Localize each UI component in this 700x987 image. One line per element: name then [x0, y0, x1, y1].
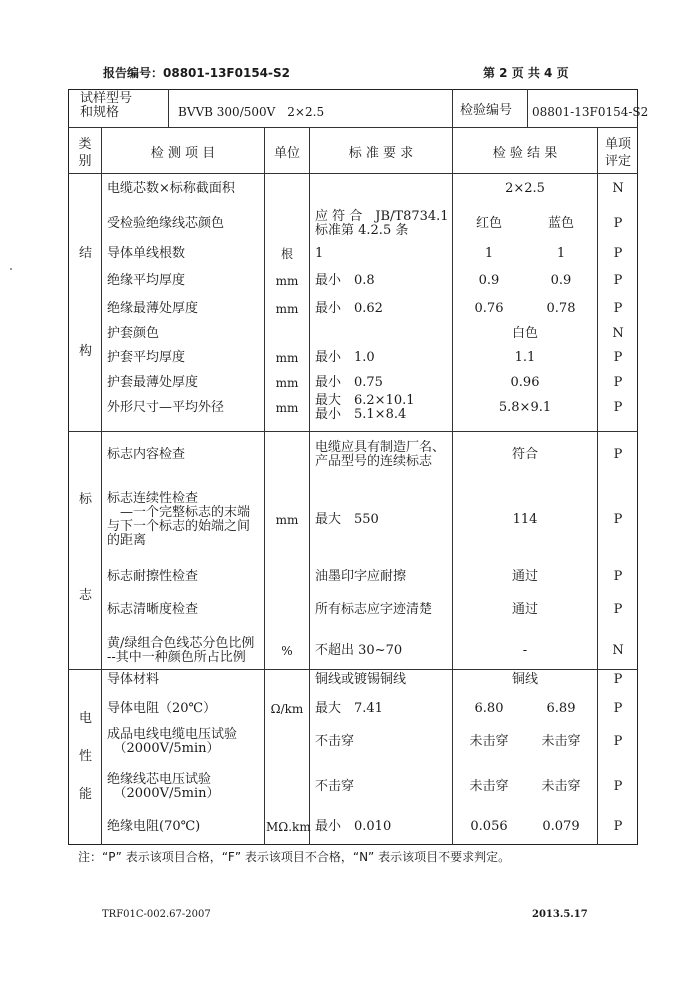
- row-item-line: --其中一种颜色所占比例: [107, 650, 246, 665]
- group-structure-char2: 构: [79, 344, 93, 359]
- row-unit-line: 根: [280, 247, 293, 261]
- row-item: [107, 247, 185, 261]
- row-standard: [315, 376, 383, 390]
- row-item-line: 成品电线电缆电压试验: [107, 727, 238, 742]
- row-judgement: P: [613, 512, 623, 527]
- row-judgement: N: [612, 643, 624, 658]
- group-marking-char2: 志: [79, 588, 93, 603]
- row-item-line: 标志耐擦性检查: [107, 569, 199, 584]
- row-standard-line: 最小 0.75: [315, 375, 383, 390]
- row-judgement: P: [613, 569, 623, 584]
- col-standard: 标 准 要 求: [348, 146, 414, 161]
- row-item: [107, 351, 185, 365]
- table-column-rule: [309, 127, 310, 845]
- row-item-line: 与下一个标志的始端之间: [107, 519, 251, 534]
- row-item-line: 护套最薄处厚度: [107, 375, 199, 390]
- row-item-line: 绝缘线芯电压试验: [107, 772, 212, 787]
- row-item-line: 护套颜色: [107, 326, 160, 341]
- row-judgement: P: [613, 447, 623, 462]
- row-item: [107, 637, 254, 665]
- row-item: [107, 492, 250, 548]
- row-judgement: N: [612, 181, 624, 196]
- row-unit-line: MΩ.km: [266, 820, 311, 834]
- row-unit-line: mm: [275, 302, 299, 316]
- group-electrical-char3: 能: [79, 787, 93, 802]
- row-unit: [266, 351, 308, 365]
- row-item: [107, 401, 224, 415]
- table-column-rule: [264, 127, 265, 845]
- row-item: [107, 603, 198, 617]
- row-judgement: P: [613, 819, 623, 834]
- row-item-line: 黄/绿组合色线芯分色比例: [107, 636, 255, 651]
- row-item: [107, 274, 185, 288]
- row-standard-line: 不击穿: [315, 734, 355, 749]
- row-standard-line: 1: [315, 246, 324, 261]
- row-result-left: 1: [484, 246, 494, 261]
- form-number: TRF01C-002.67-2007: [102, 909, 211, 920]
- row-unit: [266, 702, 308, 716]
- row-result-right: 未击穿: [541, 779, 581, 794]
- row-standard: [315, 702, 383, 716]
- row-item-line: 绝缘平均厚度: [107, 273, 186, 288]
- legend-note: 注：“P” 表示该项目合格，“F” 表示该项目不合格，“N” 表示该项目不要求判定。: [78, 850, 511, 864]
- sample-label: [80, 92, 132, 120]
- row-judgement: P: [613, 672, 623, 687]
- row-standard: [315, 351, 375, 365]
- col-judge-line2: 评定: [604, 154, 631, 169]
- row-judgement: P: [613, 246, 623, 261]
- row-unit: [266, 820, 311, 834]
- row-item: [107, 376, 198, 390]
- row-result-left: 0.76: [474, 301, 504, 316]
- row-unit: [266, 274, 308, 288]
- row-standard: [315, 735, 354, 749]
- row-result-right: 蓝色: [547, 216, 574, 231]
- row-item: [107, 820, 200, 834]
- row-result-right: 0.78: [546, 301, 576, 316]
- row-unit-line: Ω/km: [270, 702, 304, 716]
- row-result-left: 0.9: [478, 273, 500, 288]
- row-result-right: 6.89: [546, 701, 576, 716]
- col-judge-line1: 单项: [604, 137, 631, 152]
- row-item-line: 外形尺寸—平均外径: [107, 400, 225, 415]
- row-judgement: P: [613, 375, 623, 390]
- inspection-number-value: 08801-13F0154-S2: [532, 105, 649, 119]
- row-standard: [315, 644, 402, 658]
- row-unit: [266, 302, 308, 316]
- row-item: [107, 773, 219, 801]
- group-electrical-char1: 电: [79, 711, 93, 726]
- page-indicator: 第 2 页 共 4 页: [483, 66, 569, 80]
- row-item: [107, 448, 185, 462]
- row-result-left: 未击穿: [469, 734, 509, 749]
- report-date: 2013.5.17: [532, 909, 588, 920]
- row-item-line: 绝缘电阻(70℃): [107, 819, 201, 834]
- row-result: 通过: [511, 602, 538, 617]
- row-judgement: P: [613, 273, 623, 288]
- report-number: 报告编号：08801-13F0154-S2: [103, 66, 290, 80]
- row-item-line: 导体单线根数: [107, 246, 186, 261]
- row-unit-line: mm: [275, 513, 299, 527]
- col-category: [70, 136, 100, 170]
- row-standard-line: 最大 6.2×10.1: [315, 393, 415, 408]
- row-result: 114: [512, 512, 538, 527]
- row-standard: [315, 673, 406, 687]
- row-item-line: 标志清晰度检查: [107, 602, 199, 617]
- row-unit: [266, 513, 308, 527]
- row-judgement: P: [613, 701, 623, 716]
- table-rule: [68, 669, 638, 670]
- row-item: [107, 570, 198, 584]
- row-result: 1.1: [514, 350, 536, 365]
- row-unit: [266, 247, 308, 261]
- row-item-line: 标志内容检查: [107, 447, 186, 462]
- row-unit: [266, 376, 308, 390]
- col-result: 检 验 结 果: [492, 146, 558, 161]
- row-result: 符合: [511, 447, 538, 462]
- row-standard: [315, 441, 445, 469]
- table-rule: [68, 173, 638, 174]
- table-column-rule: [452, 89, 453, 127]
- row-standard: [315, 820, 391, 834]
- row-item: [107, 327, 159, 341]
- row-result-right: 1: [556, 246, 566, 261]
- row-item: [107, 702, 216, 716]
- row-standard-line: 不超出 30~70: [315, 643, 403, 658]
- row-standard-line: 产品型号的连续标志: [315, 454, 433, 469]
- row-judgement: P: [613, 350, 623, 365]
- row-standard-line: 最小 0.62: [315, 301, 383, 316]
- row-unit-line: mm: [275, 376, 299, 390]
- col-category-line1: 类: [78, 137, 92, 152]
- row-result-left: 未击穿: [469, 779, 509, 794]
- row-standard-line: 铜线或镀锡铜线: [315, 672, 407, 687]
- row-item-line: 导体电阻（20℃）: [107, 701, 217, 716]
- table-rule: [68, 127, 638, 128]
- scan-speck: [10, 268, 12, 270]
- row-standard-line: 不击穿: [315, 779, 355, 794]
- row-result: 通过: [511, 569, 538, 584]
- row-judgement: P: [613, 216, 623, 231]
- table-column-rule: [527, 89, 528, 127]
- row-result-left: 0.056: [470, 819, 508, 834]
- row-standard: [315, 570, 406, 584]
- row-standard-line: 最小 0.8: [315, 273, 375, 288]
- row-judgement: P: [613, 400, 623, 415]
- row-standard: [315, 394, 415, 422]
- row-result: 5.8×9.1: [498, 400, 552, 415]
- row-judgement: N: [612, 326, 624, 341]
- row-standard: [315, 780, 354, 794]
- row-item-line: 导体材料: [107, 672, 160, 687]
- col-category-line2: 别: [78, 154, 92, 169]
- row-judgement: P: [613, 301, 623, 316]
- row-item-line: 电缆芯数×标称截面积: [107, 181, 235, 196]
- row-result: 白色: [511, 326, 538, 341]
- table-column-rule: [168, 89, 169, 127]
- row-standard: [315, 210, 449, 238]
- row-unit-line: mm: [275, 274, 299, 288]
- col-judge: [598, 136, 638, 170]
- row-unit: [266, 401, 308, 415]
- row-item: [107, 302, 198, 316]
- row-standard-line: 油墨印字应耐擦: [315, 569, 407, 584]
- row-result: -: [522, 643, 528, 658]
- row-unit-line: mm: [275, 401, 299, 415]
- sample-model: BVVB 300/500V 2×2.5: [178, 105, 325, 119]
- row-standard: [315, 302, 383, 316]
- row-standard-line: 最小 5.1×8.4: [315, 407, 407, 422]
- row-item-line: 受检验绝缘线芯颜色: [107, 216, 225, 231]
- row-standard: [315, 513, 379, 527]
- row-item: [107, 728, 237, 756]
- row-item-line: （2000V/5min）: [107, 741, 220, 756]
- row-item-line: 护套平均厚度: [107, 350, 186, 365]
- group-marking-char1: 标: [79, 492, 93, 507]
- sample-label-line1: 试样型号: [80, 91, 133, 106]
- col-unit: 单位: [273, 146, 300, 161]
- sample-label-line2: 和规格: [80, 105, 120, 120]
- table-column-rule: [452, 127, 453, 845]
- row-judgement: P: [613, 779, 623, 794]
- row-result-left: 6.80: [474, 701, 504, 716]
- row-result-left: 红色: [475, 216, 502, 231]
- row-standard-line: 最小 1.0: [315, 350, 375, 365]
- row-unit-line: %: [281, 644, 293, 658]
- row-result: 0.96: [510, 375, 540, 390]
- row-item-line: 绝缘最薄处厚度: [107, 301, 199, 316]
- row-result: 铜线: [511, 672, 538, 687]
- row-standard: [315, 274, 375, 288]
- row-standard-line: 最大 550: [315, 512, 379, 527]
- col-item: 检 测 项 目: [150, 146, 216, 161]
- row-item-line: —一个完整标志的末端: [107, 505, 251, 520]
- row-item-line: （2000V/5min）: [107, 786, 220, 801]
- row-item: [107, 217, 224, 231]
- row-standard-line: 电缆应具有制造厂名、: [315, 440, 446, 455]
- row-item: [107, 673, 159, 687]
- row-result-right: 0.079: [542, 819, 580, 834]
- inspection-number-label: 检验编号: [460, 103, 513, 118]
- row-standard-line: 应 符 合 JB/T8734.1: [315, 209, 449, 224]
- row-result-right: 未击穿: [541, 734, 581, 749]
- row-judgement: P: [613, 734, 623, 749]
- group-electrical-char2: 性: [79, 749, 93, 764]
- row-standard: [315, 247, 323, 261]
- group-structure-char1: 结: [79, 246, 93, 261]
- row-unit: [266, 644, 308, 658]
- row-judgement: P: [613, 602, 623, 617]
- row-standard-line: 最小 0.010: [315, 819, 392, 834]
- row-standard: [315, 603, 432, 617]
- row-unit-line: mm: [275, 351, 299, 365]
- row-item-line: 标志连续性检查: [107, 491, 199, 506]
- row-standard-line: 标准第 4.2.5 条: [315, 223, 409, 238]
- row-standard-line: 所有标志应字迹清楚: [315, 602, 433, 617]
- row-result-right: 0.9: [550, 273, 572, 288]
- table-rule: [68, 431, 638, 432]
- table-column-rule: [101, 127, 102, 845]
- row-item-line: 的距离: [107, 533, 147, 548]
- row-item: [107, 182, 235, 196]
- row-result: 2×2.5: [505, 181, 545, 196]
- row-standard-line: 最大 7.41: [315, 701, 383, 716]
